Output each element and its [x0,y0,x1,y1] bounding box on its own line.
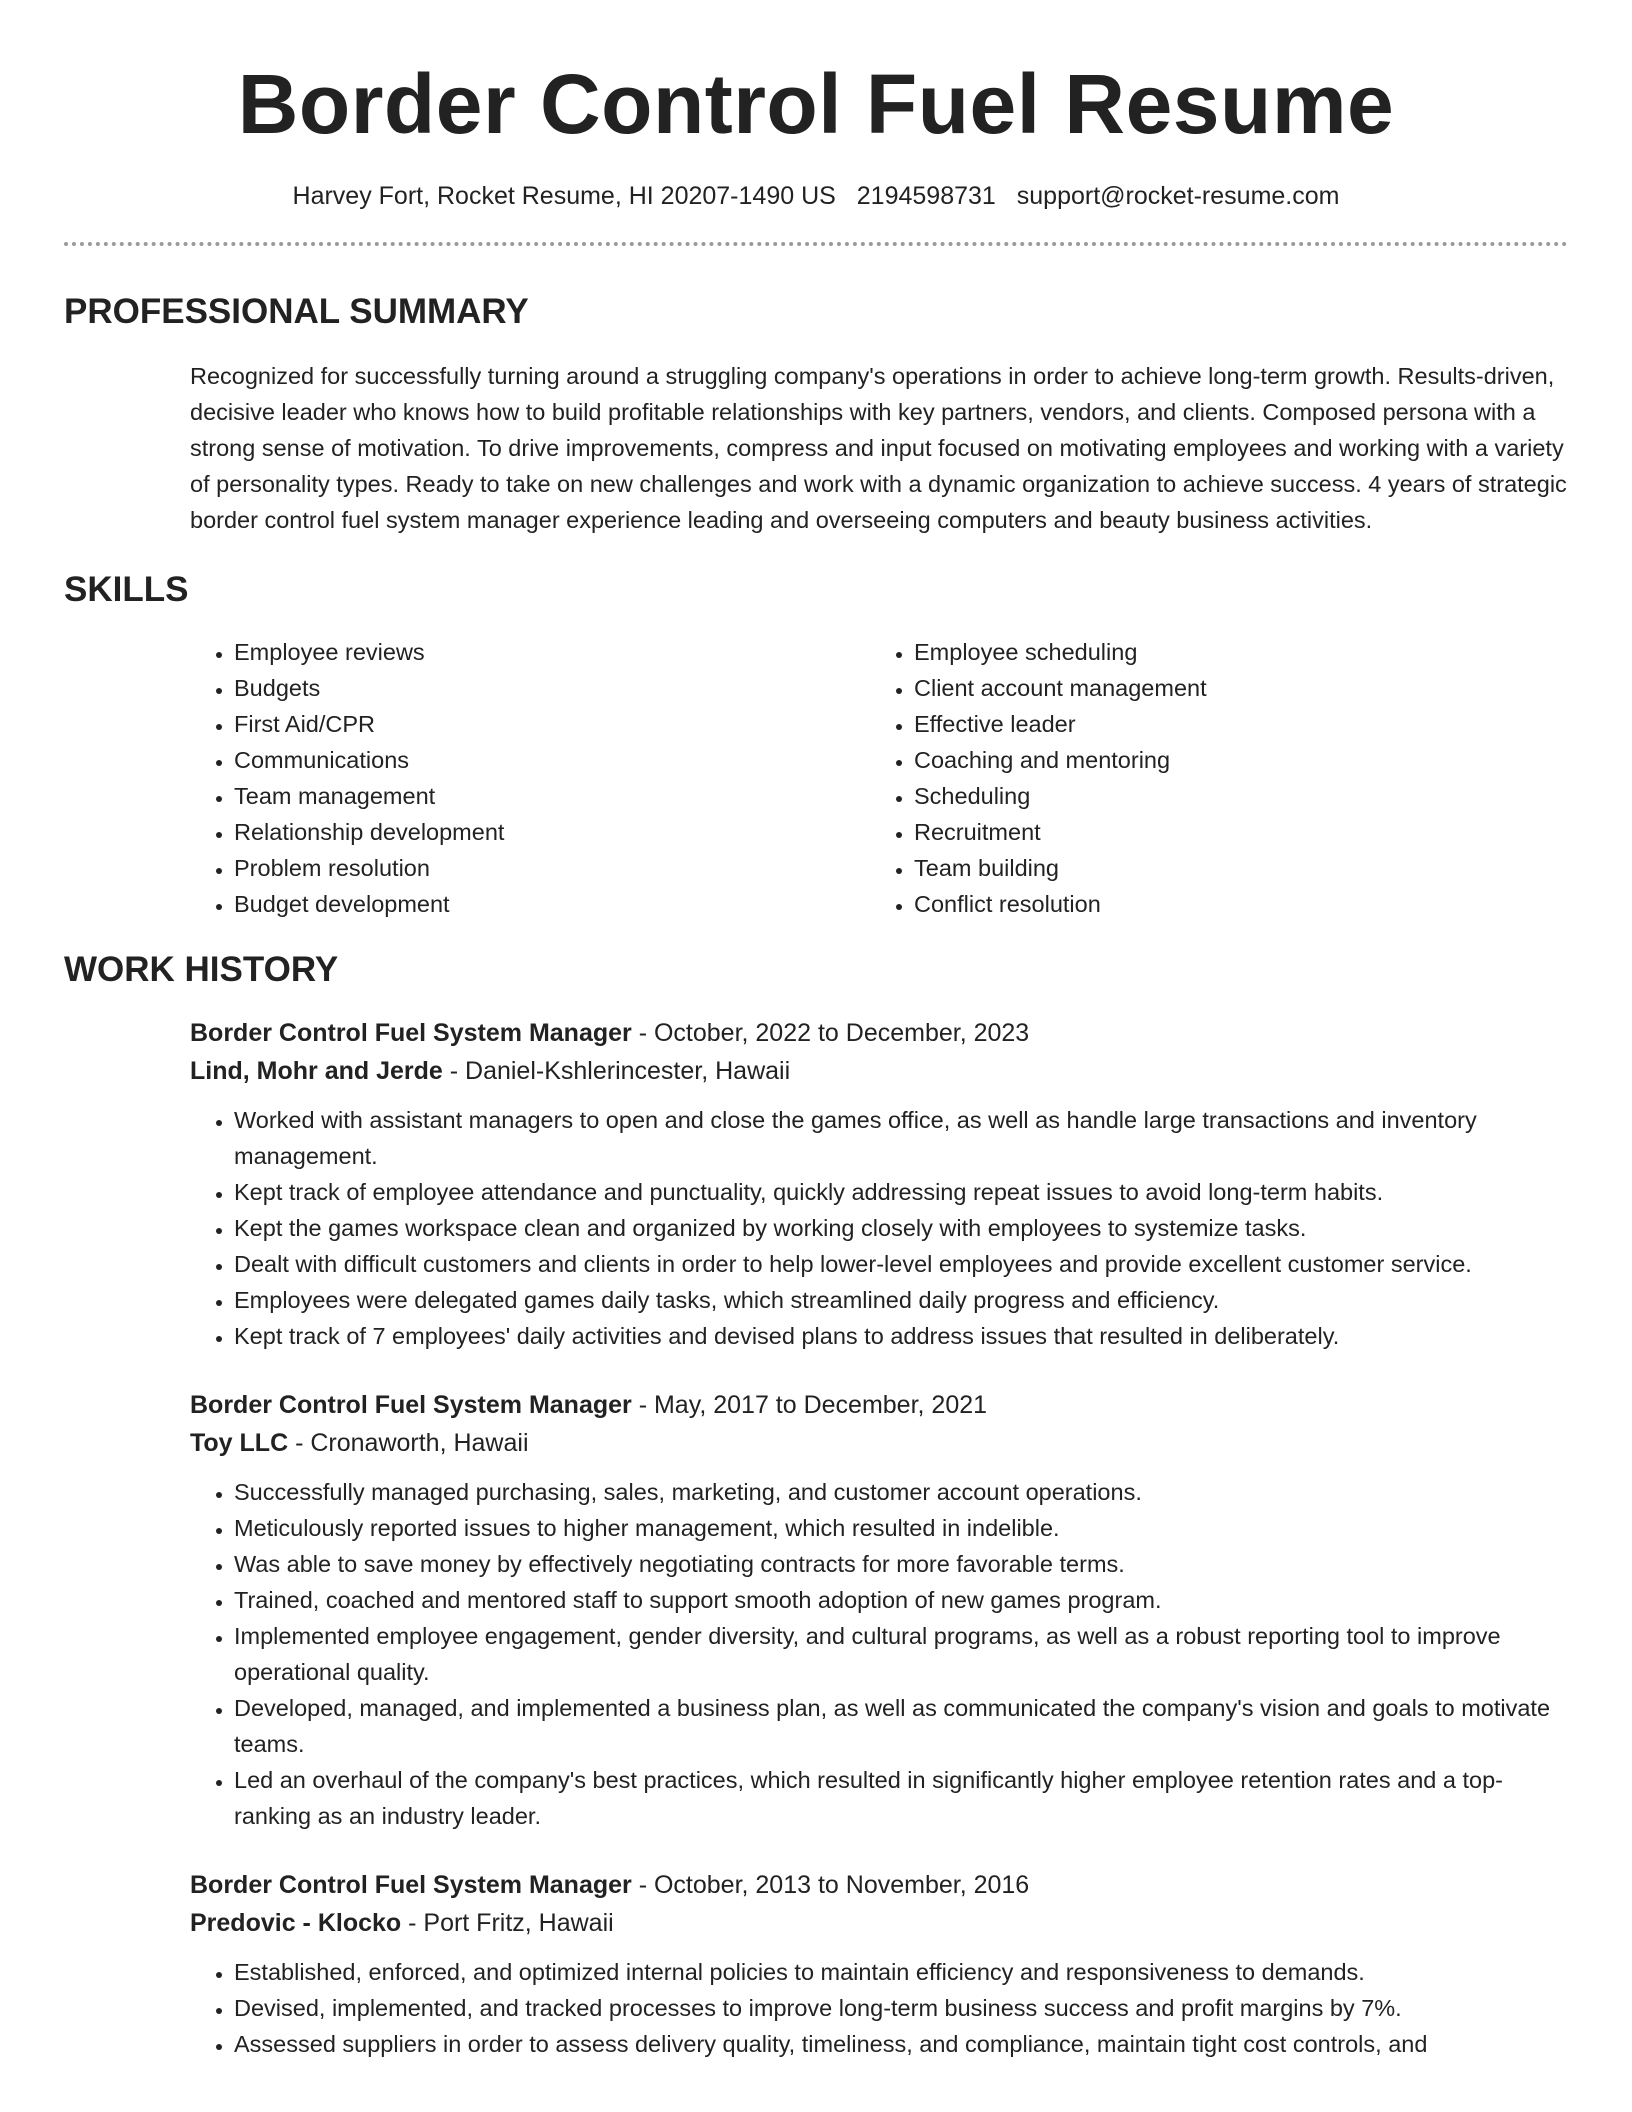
job-bullet: • Worked with assistant managers to open and close the games office, as well as handle large transactions and inventory management. [234,1102,1568,1174]
job-company: Lind, Mohr and Jerde [190,1057,443,1085]
job-bullet: • Successfully managed purchasing, sales, marketing, and customer account operations. [234,1474,1568,1510]
job-title-line [190,1014,1568,1052]
job-location: - Daniel-Kshlerincester, Hawaii [442,1057,791,1085]
header-divider [64,242,1568,246]
summary-heading: PROFESSIONAL SUMMARY [64,292,529,331]
skill-item: • Communications [234,742,870,778]
skill-item: • Client account management [914,670,1550,706]
skill-item: • First Aid/CPR [234,706,870,742]
skill-item: • Effective leader [914,706,1550,742]
job-bullet: • Dealt with difficult customers and clients in order to help lower-level employees and provide excellent customer service. [234,1246,1568,1282]
skill-item: • Employee scheduling [914,634,1550,670]
job-bullet: • Kept the games workspace clean and organized by working closely with employees to systemize tasks. [234,1210,1568,1246]
contact-email: support@rocket-resume.com [1016,182,1340,210]
job-bullets [190,1102,1568,1354]
skill-item: • Team management [234,778,870,814]
job-company: Predovic - Klocko [190,1909,402,1937]
job-company-line [190,1052,1568,1090]
job-bullet: • Trained, coached and mentored staff to support smooth adoption of new games program. [234,1582,1568,1618]
job-company-line [190,1424,1568,1462]
job-company: Toy LLC [190,1429,289,1457]
job-title: Border Control Fuel System Manager [190,1871,632,1899]
skill-item: • Conflict resolution [914,886,1550,922]
job-bullet: • Led an overhaul of the company's best practices, which resulted in significantly higher employee retention rates and a top-ranking as an industry leader. [234,1762,1568,1834]
skill-item: • Team building [914,850,1550,886]
resume-title: Border Control Fuel Resume [237,57,1395,151]
job-bullet: • Meticulously reported issues to higher management, which resulted in indelible. [234,1510,1568,1546]
skill-item: • Recruitment [914,814,1550,850]
skill-item: • Problem resolution [234,850,870,886]
summary-text: Recognized for successfully turning around a struggling company's operations in order to achieve long-term growth. Results-driven, decisive leader who knows how to build profitable relationships with key partners, vendors, and clients. Composed persona with a strong sense of motivation. To drive improvements, compress and input focused on motivating employees and working with a variety of personality types. Ready to take on new challenges and work with a dynamic organization to achieve success. 4 years of strategic border control fuel system manager experience leading and overseeing computers and beauty business activities. [190,363,1567,533]
skills-column-left [190,634,870,922]
job-entry [190,1014,1568,1354]
skill-item: • Scheduling [914,778,1550,814]
job-entry [190,1866,1568,2062]
skills-list [190,634,1568,922]
job-title-line [190,1866,1568,1904]
job-dates: - October, 2013 to November, 2016 [631,1871,1030,1899]
job-bullet: • Developed, managed, and implemented a business plan, as well as communicated the company's vision and goals to motivate teams. [234,1690,1568,1762]
job-bullet: • Established, enforced, and optimized internal policies to maintain efficiency and responsiveness to demands. [234,1954,1568,1990]
work-history-heading: WORK HISTORY [64,950,339,989]
job-bullet: • Implemented employee engagement, gender diversity, and cultural programs, as well as a robust reporting tool to improve operational quality. [234,1618,1568,1690]
contact-line [64,180,1568,212]
skill-item: • Coaching and mentoring [914,742,1550,778]
contact-address: Harvey Fort, Rocket Resume, HI 20207-1490 US [292,182,836,210]
job-dates: - October, 2022 to December, 2023 [631,1019,1030,1047]
job-title-line [190,1386,1568,1424]
job-bullet: • Kept track of employee attendance and punctuality, quickly addressing repeat issues to avoid long-term habits. [234,1174,1568,1210]
job-bullet: • Kept track of 7 employees' daily activities and devised plans to address issues that resulted in deliberately. [234,1318,1568,1354]
skill-item: • Employee reviews [234,634,870,670]
job-bullets [190,1954,1568,2062]
job-bullets [190,1474,1568,1834]
job-location: - Port Fritz, Hawaii [401,1909,614,1937]
job-title: Border Control Fuel System Manager [190,1391,632,1419]
job-title: Border Control Fuel System Manager [190,1019,632,1047]
skill-item: • Budgets [234,670,870,706]
skills-heading: SKILLS [64,570,189,609]
contact-phone: 2194598731 [856,182,996,210]
skill-item: • Relationship development [234,814,870,850]
job-location: - Cronaworth, Hawaii [288,1429,529,1457]
job-bullet: • Assessed suppliers in order to assess delivery quality, timeliness, and compliance, maintain tight cost controls, and [234,2026,1568,2062]
skills-column-right [870,634,1550,922]
job-company-line [190,1904,1568,1942]
job-dates: - May, 2017 to December, 2021 [631,1391,988,1419]
job-entry [190,1386,1568,1834]
job-bullet: • Devised, implemented, and tracked processes to improve long-term business success and profit margins by 7%. [234,1990,1568,2026]
skill-item: • Budget development [234,886,870,922]
job-bullet: • Employees were delegated games daily tasks, which streamlined daily progress and efficiency. [234,1282,1568,1318]
job-bullet: • Was able to save money by effectively negotiating contracts for more favorable terms. [234,1546,1568,1582]
